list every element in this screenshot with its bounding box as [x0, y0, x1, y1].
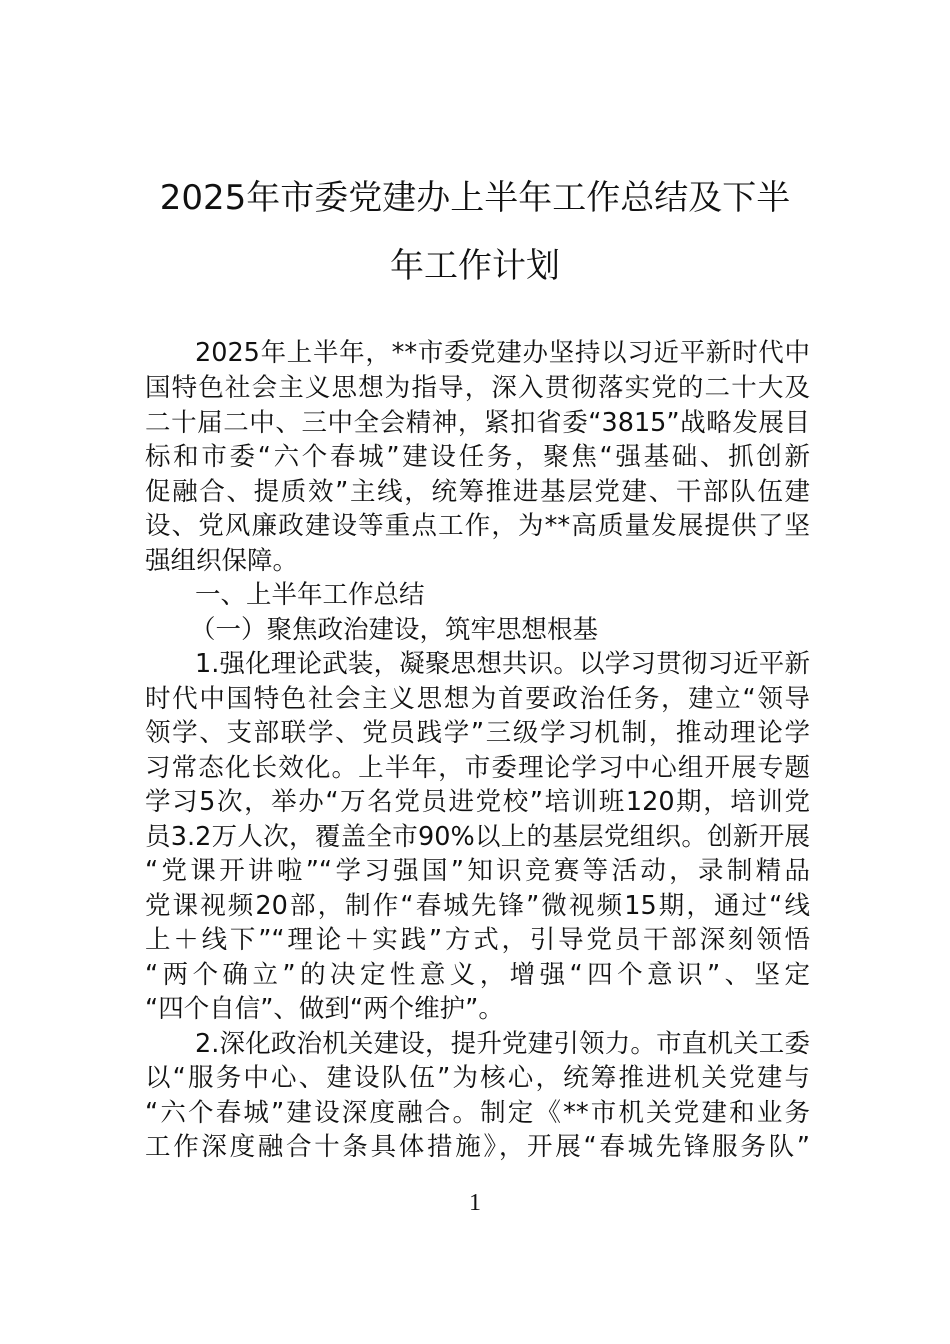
body-line: 上＋线下”“理论＋实践”方式，引导党员干部深刻领悟 [145, 925, 810, 955]
body-line: 以“服务中心、建设队伍”为核心，统筹推进机关党建与 [145, 1063, 810, 1093]
body-line: 员3.2万人次，覆盖全市90%以上的基层党组织。创新开展 [145, 822, 810, 852]
body-line: “党课开讲啦”“学习强国”知识竞赛等活动，录制精品 [145, 856, 810, 886]
body-line: 领学、支部联学、党员践学”三级学习机制，推动理论学 [145, 718, 810, 748]
body-line: “四个自信”、做到“两个维护”。 [145, 994, 504, 1024]
body-line: 国特色社会主义思想为指导，深入贯彻落实党的二十大及 [145, 373, 810, 403]
body-line: 1.强化理论武装，凝聚思想共识。以学习贯彻习近平新 [195, 649, 810, 679]
body-line: 党课视频20部，制作“春城先锋”微视频15期，通过“线 [145, 891, 810, 921]
body-line: 2025年上半年，**市委党建办坚持以习近平新时代中 [195, 338, 810, 368]
body-line: 强组织保障。 [145, 546, 299, 576]
body-line: 习常态化长效化。上半年，市委理论学习中心组开展专题 [145, 753, 810, 783]
body-line: 时代中国特色社会主义思想为首要政治任务，建立“领导 [145, 684, 810, 714]
body-line: “六个春城”建设深度融合。制定《**市机关党建和业务 [145, 1098, 810, 1128]
page-number: 1 [469, 1190, 481, 1216]
section-heading: 一、上半年工作总结 [195, 580, 425, 610]
document-title-line-1: 2025年市委党建办上半年工作总结及下半 [159, 178, 791, 218]
document-title-line-2: 年工作计划 [390, 246, 560, 286]
body-line: 2.深化政治机关建设，提升党建引领力。市直机关工委 [195, 1029, 810, 1059]
body-line: 设、党风廉政建设等重点工作，为**高质量发展提供了坚 [145, 511, 810, 541]
body-line: 标和市委“六个春城”建设任务，聚焦“强基础、抓创新 [145, 442, 810, 472]
body-line: 学习5次，举办“万名党员进党校”培训班120期，培训党 [145, 787, 810, 817]
body-line: 促融合、提质效”主线，统筹推进基层党建、干部队伍建 [145, 477, 810, 507]
body-line: “两个确立”的决定性意义，增强“四个意识”、坚定 [145, 960, 810, 990]
subsection-heading: （一）聚焦政治建设，筑牢思想根基 [190, 615, 599, 645]
body-line: 二十届二中、三中全会精神，紧扣省委“3815”战略发展目 [145, 408, 810, 438]
body-line: 工作深度融合十条具体措施》，开展“春城先锋服务队” [145, 1132, 810, 1162]
